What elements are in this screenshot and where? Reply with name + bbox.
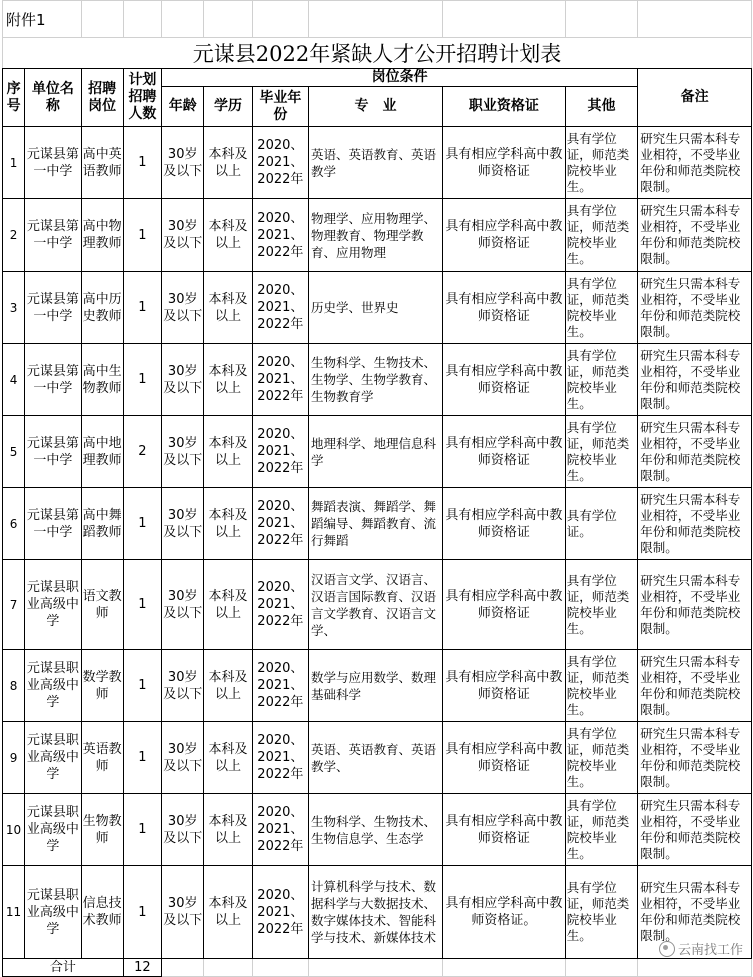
cell-post: 高中英语教师 xyxy=(81,127,123,199)
cell-post: 高中地理教师 xyxy=(81,416,123,488)
header-row-1 xyxy=(3,69,752,87)
cell-other: 具有学位证。 xyxy=(565,488,637,560)
cell-major: 计算机科学与技术、数据科学与大数据技术、数字媒体技术、智能科学与技术、新媒体技术 xyxy=(309,866,443,959)
watermark-text: 云南找工作 xyxy=(677,943,743,958)
cell-unit: 元谋县第一中学 xyxy=(25,127,81,199)
cell-count: 1 xyxy=(123,794,161,866)
cell-major: 地理科学、地理信息科学 xyxy=(309,416,443,488)
cell-age: 30岁及以下 xyxy=(162,560,204,650)
table-row xyxy=(3,722,752,794)
cell-seq: 3 xyxy=(3,272,25,344)
cell-seq: 1 xyxy=(3,127,25,199)
table-row xyxy=(3,272,752,344)
cell-major: 历史学、世界史 xyxy=(309,272,443,344)
cell-other: 具有学位证，师范类院校毕业生。 xyxy=(565,127,637,199)
cell-other: 具有学位证，师范类院校毕业生。 xyxy=(565,650,637,722)
cell-remarks: 研究生只需本科专业相符，不受毕业年份和师范类院校限制。 xyxy=(638,722,752,794)
cell-qualification: 具有相应学科高中教师资格证 xyxy=(442,488,565,560)
table-row xyxy=(3,560,752,650)
cell-unit: 元谋县第一中学 xyxy=(25,199,81,272)
cell-count: 1 xyxy=(123,488,161,560)
cell-other: 具有学位证，师范类院校毕业生。 xyxy=(565,272,637,344)
cell-age: 30岁及以下 xyxy=(162,722,204,794)
cell-qualification: 具有相应学科高中教师资格证 xyxy=(442,272,565,344)
cell-seq: 8 xyxy=(3,650,25,722)
cell-post: 语文教师 xyxy=(81,560,123,650)
header-education: 学历 xyxy=(204,87,252,127)
cell-remarks: 研究生只需本科专业相符，不受毕业年份和师范类院校限制。 xyxy=(638,127,752,199)
cell-major: 英语、英语教育、英语教学、 xyxy=(309,722,443,794)
header-seq: 序号 xyxy=(3,69,25,127)
cell-unit: 元谋县职业高级中学 xyxy=(25,794,81,866)
cell-count: 1 xyxy=(123,127,161,199)
cell-education: 本科及以上 xyxy=(204,344,252,416)
cell-remarks: 研究生只需本科专业相符，不受毕业年份和师范类院校限制。 xyxy=(638,650,752,722)
cell-major: 生物科学、生物技术、生物信息学、生态学 xyxy=(309,794,443,866)
cell-remarks: 研究生只需本科专业相符，不受毕业年份和师范类院校限制。 xyxy=(638,866,752,959)
cell-qualification: 具有相应学科高中教师资格证。 xyxy=(442,866,565,959)
table-row xyxy=(3,416,752,488)
cell-qualification: 具有相应学科高中教师资格证 xyxy=(442,650,565,722)
cell-remarks: 研究生只需本科专业相符，不受毕业年份和师范类院校限制。 xyxy=(638,344,752,416)
cell-unit: 元谋县职业高级中学 xyxy=(25,866,81,959)
cell-count: 1 xyxy=(123,199,161,272)
header-conditions: 岗位条件 xyxy=(162,69,638,87)
cell-other: 具有学位证，师范类院校毕业生。 xyxy=(565,794,637,866)
header-count: 计划招聘人数 xyxy=(123,69,161,127)
cell-post: 高中物理教师 xyxy=(81,199,123,272)
cell-education: 本科及以上 xyxy=(204,416,252,488)
table-row xyxy=(3,344,752,416)
total-label: 合计 xyxy=(3,959,124,977)
cell-seq: 4 xyxy=(3,344,25,416)
cell-seq: 2 xyxy=(3,199,25,272)
cell-post: 信息技术教师 xyxy=(81,866,123,959)
cell-unit: 元谋县第一中学 xyxy=(25,416,81,488)
cell-education: 本科及以上 xyxy=(204,794,252,866)
cell-major: 英语、英语教育、英语教学 xyxy=(309,127,443,199)
cell-count: 1 xyxy=(123,560,161,650)
cell-post: 高中历史教师 xyxy=(81,272,123,344)
cell-seq: 9 xyxy=(3,722,25,794)
cell-unit: 元谋县职业高级中学 xyxy=(25,650,81,722)
cell-major: 物理学、应用物理学、物理教育、物理学教育、应用物理 xyxy=(309,199,443,272)
cell-grad-year: 2020、2021、2022年 xyxy=(252,488,308,560)
cell-post: 高中生物教师 xyxy=(81,344,123,416)
total-value: 12 xyxy=(123,959,161,977)
cell-grad-year: 2020、2021、2022年 xyxy=(252,722,308,794)
cell-remarks: 研究生只需本科专业相符，不受毕业年份和师范类院校限制。 xyxy=(638,488,752,560)
cell-education: 本科及以上 xyxy=(204,127,252,199)
cell-post: 数学教师 xyxy=(81,650,123,722)
cell-other: 具有学位证，师范类院校毕业生。 xyxy=(565,722,637,794)
cell-grad-year: 2020、2021、2022年 xyxy=(252,127,308,199)
table-row xyxy=(3,794,752,866)
cell-grad-year: 2020、2021、2022年 xyxy=(252,650,308,722)
cell-education: 本科及以上 xyxy=(204,722,252,794)
cell-count: 1 xyxy=(123,272,161,344)
cell-age: 30岁及以下 xyxy=(162,127,204,199)
cell-other: 具有学位证，师范类院校毕业生。 xyxy=(565,560,637,650)
cell-count: 1 xyxy=(123,344,161,416)
cell-education: 本科及以上 xyxy=(204,199,252,272)
cell-major: 舞蹈表演、舞蹈学、舞蹈编导、舞蹈教育、流行舞蹈 xyxy=(309,488,443,560)
table-row xyxy=(3,866,752,959)
cell-remarks: 研究生只需本科专业相符，不受毕业年份和师范类院校限制。 xyxy=(638,199,752,272)
cell-major: 数学与应用数学、数理基础科学 xyxy=(309,650,443,722)
cell-count: 1 xyxy=(123,650,161,722)
cell-remarks: 研究生只需本科专业相符，不受毕业年份和师范类院校限制。 xyxy=(638,272,752,344)
cell-unit: 元谋县职业高级中学 xyxy=(25,560,81,650)
table-row xyxy=(3,127,752,199)
recruitment-plan-table xyxy=(2,0,752,977)
cell-post: 高中舞蹈教师 xyxy=(81,488,123,560)
cell-unit: 元谋县第一中学 xyxy=(25,344,81,416)
cell-grad-year: 2020、2021、2022年 xyxy=(252,272,308,344)
cell-age: 30岁及以下 xyxy=(162,344,204,416)
header-post: 招聘岗位 xyxy=(81,69,123,127)
cell-age: 30岁及以下 xyxy=(162,650,204,722)
cell-seq: 6 xyxy=(3,488,25,560)
attachment-row xyxy=(3,1,752,38)
cell-post: 英语教师 xyxy=(81,722,123,794)
cell-age: 30岁及以下 xyxy=(162,416,204,488)
cell-qualification: 具有相应学科高中教师资格证 xyxy=(442,560,565,650)
header-other: 其他 xyxy=(565,87,637,127)
cell-grad-year: 2020、2021、2022年 xyxy=(252,344,308,416)
cell-other: 具有学位证，师范类院校毕业生。 xyxy=(565,416,637,488)
cell-age: 30岁及以下 xyxy=(162,866,204,959)
cell-major: 生物科学、生物技术、生物学、生物学教育、生物教育学 xyxy=(309,344,443,416)
cell-count: 2 xyxy=(123,416,161,488)
cell-seq: 10 xyxy=(3,794,25,866)
cell-count: 1 xyxy=(123,722,161,794)
cell-unit: 元谋县第一中学 xyxy=(25,488,81,560)
cell-education: 本科及以上 xyxy=(204,866,252,959)
table-row xyxy=(3,199,752,272)
cell-post: 生物教师 xyxy=(81,794,123,866)
header-remarks: 备注 xyxy=(638,69,752,127)
cell-age: 30岁及以下 xyxy=(162,794,204,866)
header-age: 年龄 xyxy=(162,87,204,127)
cell-remarks: 研究生只需本科专业相符，不受毕业年份和师范类院校限制。 xyxy=(638,416,752,488)
header-qualification: 职业资格证 xyxy=(442,87,565,127)
cell-grad-year: 2020、2021、2022年 xyxy=(252,866,308,959)
table-row xyxy=(3,650,752,722)
cell-other: 具有学位证，师范类院校毕业生。 xyxy=(565,199,637,272)
cell-remarks: 研究生只需本科专业相符，不受毕业年份和师范类院校限制。 xyxy=(638,560,752,650)
table-title: 元谋县2022年紧缺人才公开招聘计划表 xyxy=(3,38,752,69)
cell-unit: 元谋县职业高级中学 xyxy=(25,722,81,794)
title-row xyxy=(3,38,752,69)
cell-qualification: 具有相应学科高中教师资格证 xyxy=(442,199,565,272)
cell-grad-year: 2020、2021、2022年 xyxy=(252,199,308,272)
cell-other: 具有学位证，师范类院校毕业生。 xyxy=(565,866,637,959)
cell-seq: 11 xyxy=(3,866,25,959)
cell-qualification: 具有相应学科高中教师资格证 xyxy=(442,127,565,199)
cell-age: 30岁及以下 xyxy=(162,272,204,344)
cell-qualification: 具有相应学科高中教师资格证 xyxy=(442,722,565,794)
cell-grad-year: 2020、2021、2022年 xyxy=(252,560,308,650)
cell-qualification: 具有相应学科高中教师资格证 xyxy=(442,416,565,488)
attachment-label: 附件1 xyxy=(3,1,82,38)
cell-education: 本科及以上 xyxy=(204,272,252,344)
cell-education: 本科及以上 xyxy=(204,650,252,722)
cell-remarks: 研究生只需本科专业相符，不受毕业年份和师范类院校限制。 xyxy=(638,794,752,866)
header-major: 专 业 xyxy=(309,87,443,127)
cell-education: 本科及以上 xyxy=(204,560,252,650)
cell-grad-year: 2020、2021、2022年 xyxy=(252,794,308,866)
table-row xyxy=(3,488,752,560)
cell-qualification: 具有相应学科高中教师资格证 xyxy=(442,344,565,416)
cell-count: 1 xyxy=(123,866,161,959)
watermark xyxy=(659,939,743,958)
cell-age: 30岁及以下 xyxy=(162,199,204,272)
cell-seq: 7 xyxy=(3,560,25,650)
header-unit: 单位名称 xyxy=(25,69,81,127)
cell-other: 具有学位证，师范类院校毕业生。 xyxy=(565,344,637,416)
header-grad-year: 毕业年份 xyxy=(252,87,308,127)
cell-unit: 元谋县第一中学 xyxy=(25,272,81,344)
cell-major: 汉语言文学、汉语言、汉语言国际教育、汉语言文学教育、汉语言文学、 xyxy=(309,560,443,650)
wechat-icon xyxy=(659,941,675,957)
cell-education: 本科及以上 xyxy=(204,488,252,560)
cell-qualification: 具有相应学科高中教师资格证 xyxy=(442,794,565,866)
cell-grad-year: 2020、2021、2022年 xyxy=(252,416,308,488)
cell-seq: 5 xyxy=(3,416,25,488)
cell-age: 30岁及以下 xyxy=(162,488,204,560)
